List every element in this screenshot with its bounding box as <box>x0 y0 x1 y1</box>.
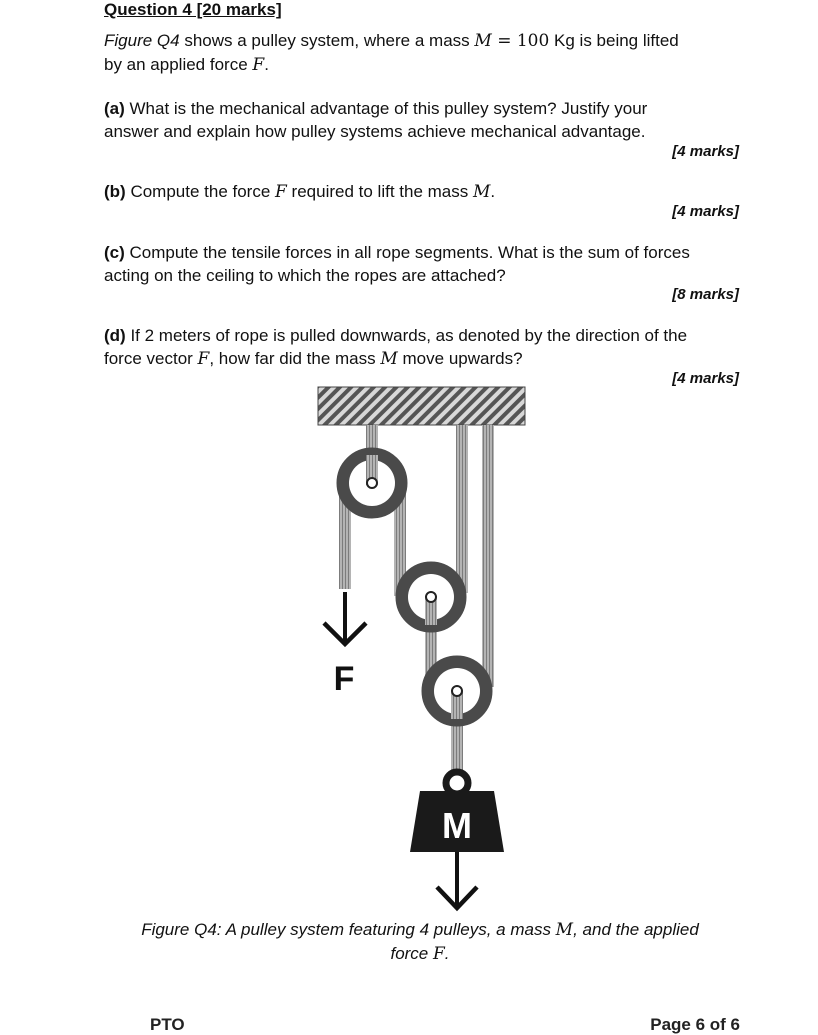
force-label: F <box>333 660 355 698</box>
part-a-label: (a) <box>104 99 125 118</box>
part-d-label: (d) <box>104 326 126 345</box>
footer-page-number: Page 6 of 6 <box>650 1015 740 1034</box>
figure-reference: Figure Q4 <box>104 31 180 50</box>
middle-pulley <box>402 568 460 626</box>
question-heading: Question 4 [20 marks] <box>104 0 282 19</box>
part-c-marks: [8 marks] <box>672 286 739 303</box>
mass-variable: M <box>474 31 492 51</box>
part-a-marks: [4 marks] <box>672 143 739 160</box>
part-b-label: (b) <box>104 182 126 201</box>
part-c: (c) Compute the tensile forces in all rope segments. What is the sum of forces acting on the ceiling to which the ropes are attached? <box>104 243 690 285</box>
figure-caption: Figure Q4: A pulley system featuring 4 pulleys, a mass M, and the applied force F. <box>141 920 699 964</box>
force-arrow-icon <box>324 592 366 644</box>
force-variable: F <box>252 55 265 75</box>
part-b: (b) Compute the force F required to lift the mass M. <box>104 182 496 202</box>
part-c-label: (c) <box>104 243 125 262</box>
footer-left: PTO <box>150 1015 185 1034</box>
top-pulley <box>343 454 401 512</box>
ceiling <box>318 387 525 425</box>
part-d: (d) If 2 meters of rope is pulled downwards, as denoted by the direction of the force vector F, how far did the mass M move upwards? <box>104 326 688 369</box>
rope-ceiling-segment-1 <box>456 425 468 593</box>
part-d-marks: [4 marks] <box>672 370 739 387</box>
part-b-marks: [4 marks] <box>672 203 739 220</box>
mass-label: M <box>442 805 472 846</box>
weight-arrow-icon <box>437 852 477 908</box>
question-intro: Figure Q4 shows a pulley system, where a mass M = 100 Kg is being lifted by an applied force F. <box>104 31 679 75</box>
part-a: (a) What is the mechanical advantage of this pulley system? Justify your answer and explain how pulley systems achieve mechanical advantage. <box>104 99 648 141</box>
rope-ceiling-segment-2 <box>482 425 494 687</box>
pulley-figure <box>0 380 818 920</box>
lower-pulley <box>428 662 486 720</box>
